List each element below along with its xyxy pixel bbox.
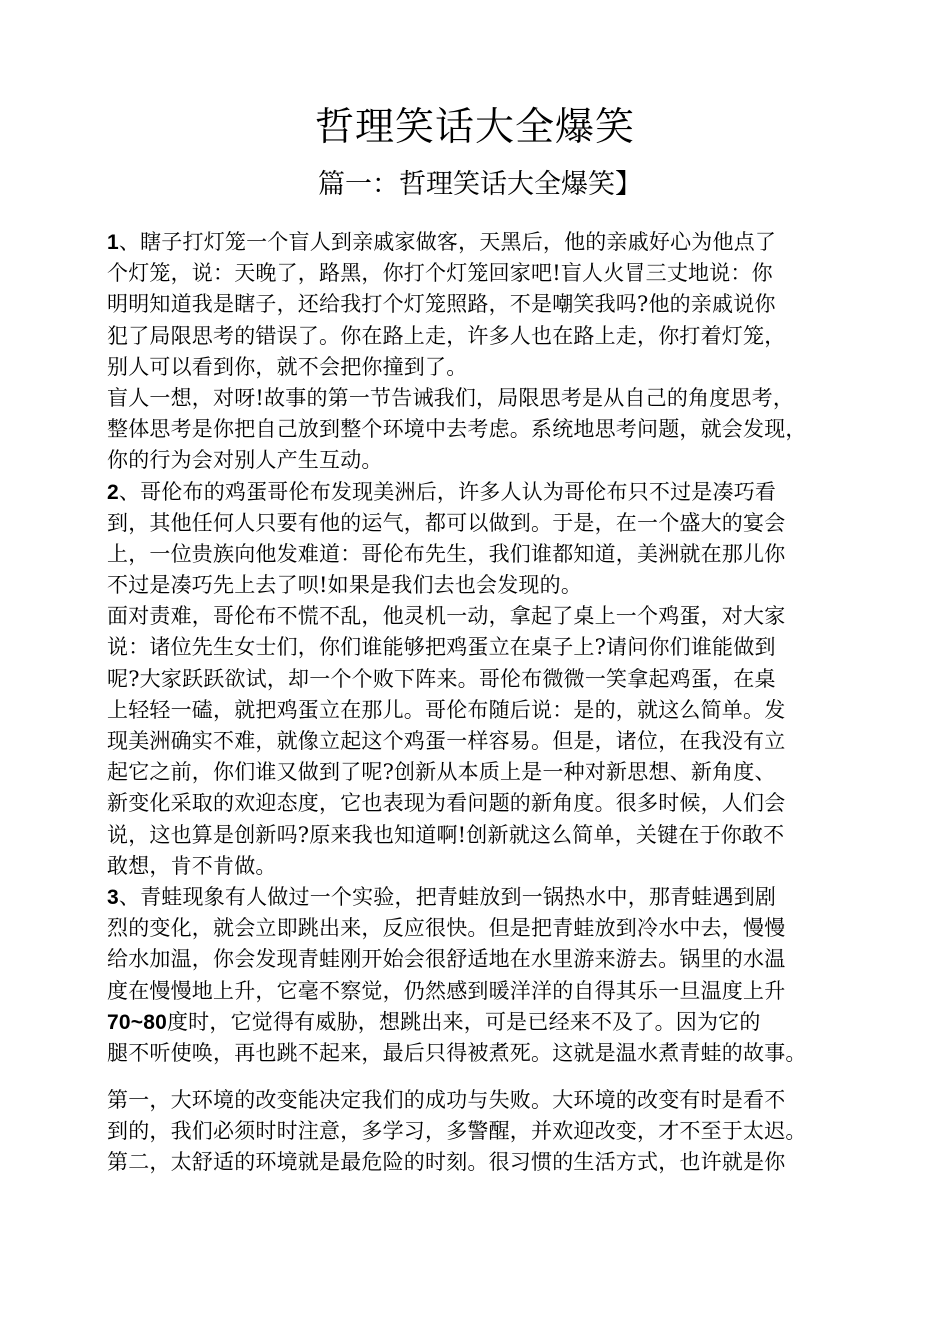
line-number-lead: 70~80 bbox=[107, 1010, 167, 1034]
line-text: 给水加温，你会发现青蛙刚开始会很舒适地在水里游来游去。锅里的水温 bbox=[107, 947, 786, 972]
line-text: 你的行为会对别人产生互动。 bbox=[107, 448, 383, 473]
body-text-line bbox=[107, 1038, 867, 1069]
body-text-line bbox=[107, 321, 867, 352]
line-text: 腿不听使唤，再也跳不起来，最后只得被煮死。这就是温水煮青蛙的故事。 bbox=[107, 1040, 807, 1065]
body-text-line bbox=[107, 1116, 867, 1147]
body-text-line bbox=[107, 289, 867, 320]
body-text-line bbox=[107, 383, 867, 414]
line-text: 盲人一想，对呀!故事的第一节告诫我们，局限思考是从自己的角度思考， bbox=[107, 385, 795, 410]
line-text: 新变化采取的欢迎态度，它也表现为看问题的新角度。很多时候，人们会 bbox=[107, 791, 786, 816]
line-text: 不过是凑巧先上去了呗!如果是我们去也会发现的。 bbox=[107, 573, 583, 598]
body-text-line bbox=[107, 1085, 867, 1116]
line-text: 烈的变化，就会立即跳出来，反应很快。但是把青蛙放到冷水中去，慢慢 bbox=[107, 916, 786, 941]
line-number-lead: 3 bbox=[107, 885, 119, 909]
body-text-line bbox=[107, 258, 867, 289]
line-text: 敢想，肯不肯做。 bbox=[107, 853, 277, 878]
body-text-line bbox=[107, 851, 867, 882]
document-body bbox=[107, 227, 867, 1179]
body-text-line bbox=[107, 664, 867, 695]
line-text: 犯了局限思考的错误了。你在路上走，许多人也在路上走，你打着灯笼， bbox=[107, 323, 786, 348]
line-number-lead: 2 bbox=[107, 480, 119, 504]
body-text-line bbox=[107, 508, 867, 539]
line-text: 上，一位贵族向他发难道：哥伦布先生，我们谁都知道，美洲就在那儿你 bbox=[107, 541, 786, 566]
body-text-line bbox=[107, 944, 867, 975]
line-text: 现美洲确实不难，就像立起这个鸡蛋一样容易。但是，诸位，在我没有立 bbox=[107, 729, 786, 753]
line-text: 呢?大家跃跃欲试，却一个个败下阵来。哥伦布微微一笑拿起鸡蛋，在桌 bbox=[107, 666, 776, 691]
body-text-line bbox=[107, 227, 867, 258]
line-text: 、青蛙现象有人做过一个实验，把青蛙放到一锅热水中，那青蛙遇到剧 bbox=[118, 884, 777, 909]
body-text-line bbox=[107, 632, 867, 663]
line-text: 说，这也算是创新吗?原来我也知道啊!创新就这么简单，关键在于你敢不 bbox=[107, 822, 785, 847]
line-text: 说：诸位先生女士们，你们谁能够把鸡蛋立在桌子上?请问你们谁能做到 bbox=[107, 635, 776, 660]
line-text: 度时，它觉得有威胁，想跳出来，可是已经来不及了。因为它的 bbox=[166, 1009, 761, 1034]
body-text-line bbox=[107, 445, 867, 476]
body-text-line bbox=[107, 976, 867, 1007]
line-text: 第一，大环境的改变能决定我们的成功与失败。大环境的改变有时是看不 bbox=[107, 1088, 786, 1113]
line-number-lead: 1 bbox=[107, 231, 119, 254]
line-text: 起它之前，你们谁又做到了呢?创新从本质上是一种对新思想、新角度、 bbox=[107, 760, 776, 785]
line-text: 到的，我们必须时时注意，多学习，多警醒，并欢迎改变，才不至于太迟。 bbox=[107, 1119, 807, 1144]
line-text: 整体思考是你把自己放到整个环境中去考虑。系统地思考问题，就会发现， bbox=[107, 417, 807, 442]
body-text-line bbox=[107, 477, 867, 508]
body-text-line bbox=[107, 539, 867, 570]
line-text: 第二，太舒适的环境就是最危险的时刻。很习惯的生活方式，也许就是你 bbox=[107, 1150, 786, 1175]
body-text-line bbox=[107, 726, 867, 757]
body-text-line bbox=[107, 414, 867, 445]
paragraph-gap bbox=[107, 1069, 867, 1085]
line-text: 到，其他任何人只要有他的运气，都可以做到。于是，在一个盛大的宴会 bbox=[107, 510, 786, 535]
body-text-line bbox=[107, 1007, 867, 1038]
body-text-line bbox=[107, 913, 867, 944]
body-text-line bbox=[107, 601, 867, 632]
line-text: 、哥伦布的鸡蛋哥伦布发现美洲后，许多人认为哥伦布只不过是凑巧看 bbox=[118, 479, 777, 504]
body-text-line bbox=[107, 695, 867, 726]
document-title: 哲理笑话大全爆笑 bbox=[314, 105, 635, 150]
body-text-line bbox=[107, 820, 867, 851]
line-text: 别人可以看到你，就不会把你撞到了。 bbox=[107, 354, 468, 379]
body-text-line bbox=[107, 570, 867, 601]
body-text-line bbox=[107, 1147, 867, 1178]
line-text: 上轻轻一磕，就把鸡蛋立在那儿。哥伦布随后说：是的，就这么简单。发 bbox=[107, 697, 786, 722]
body-text-line bbox=[107, 882, 867, 913]
body-text-line bbox=[107, 352, 867, 383]
line-text: 个灯笼，说：天晚了，路黑，你打个灯笼回家吧!盲人火冒三丈地说：你 bbox=[107, 261, 773, 286]
document-subtitle: 篇一：哲理笑话大全爆笑】 bbox=[318, 169, 642, 200]
body-text-line bbox=[107, 788, 867, 819]
body-text-line bbox=[107, 757, 867, 788]
line-text: 明明知道我是瞎子，还给我打个灯笼照路，不是嘲笑我吗?他的亲戚说你 bbox=[107, 292, 776, 317]
line-text: 度在慢慢地上升，它毫不察觉，仍然感到暖洋洋的自得其乐一旦温度上升 bbox=[107, 978, 786, 1003]
line-text: 、瞎子打灯笼一个盲人到亲戚家做客，天黑后，他的亲戚好心为他点了 bbox=[118, 230, 777, 254]
line-text: 面对责难，哥伦布不慌不乱，他灵机一动，拿起了桌上一个鸡蛋，对大家 bbox=[107, 604, 786, 629]
